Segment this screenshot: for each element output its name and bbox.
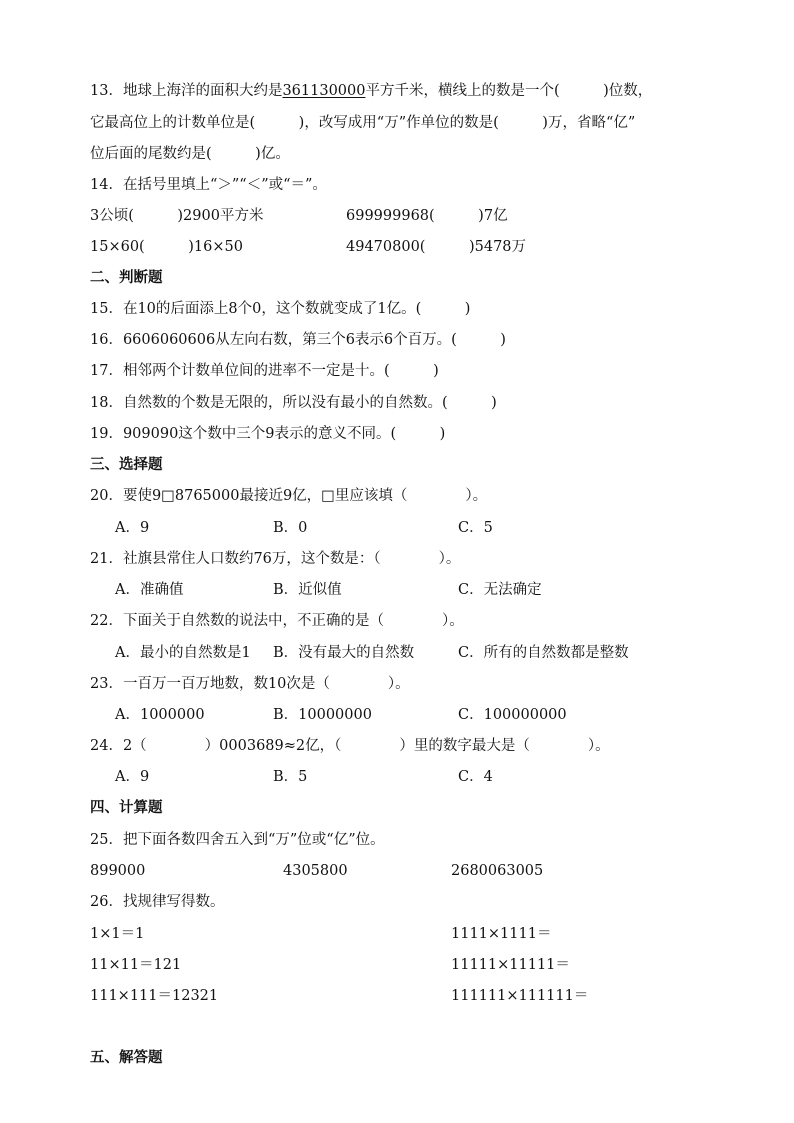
choice-option-b: B．0 — [273, 520, 308, 536]
q26-title: 26．找规律写得数。 — [90, 894, 225, 910]
section-heading-calculation: 四、计算题 — [90, 800, 163, 816]
section-heading-choice: 三、选择题 — [90, 457, 163, 473]
choice-option-c: C．无法确定 — [458, 582, 542, 598]
q13-underlined-number: 361130000 — [282, 83, 366, 99]
choice-question: 20．要使9□8765000最接近9亿，□里应该填（ ）。 — [90, 488, 488, 504]
q13-text-a: 地球上海洋的面积大约是 — [122, 83, 283, 99]
choice-question: 24．2（ ）0003689≈2亿，（ ）里的数字最大是（ ）。 — [90, 738, 610, 754]
q26-pattern-left: 1×1＝1 — [90, 926, 145, 942]
choice-option-c: C．4 — [458, 769, 493, 785]
choice-option-b: B．10000000 — [273, 707, 372, 723]
judge-item: 16．6606060606从左向右数，第三个6表示6个百万。( ) — [90, 332, 506, 348]
q25-number: 4305800 — [283, 863, 348, 879]
choice-option-c: C．5 — [458, 520, 493, 536]
q25-number: 2680063005 — [451, 863, 544, 879]
choice-question: 21．社旗县常住人口数约76万，这个数是：（ ）。 — [90, 551, 461, 567]
q14-title: 14．在括号里填上“＞”“＜”或“＝”。 — [90, 177, 327, 193]
judge-item: 15．在10的后面添上8个0，这个数就变成了1亿。( ) — [90, 301, 471, 317]
choice-question: 22．下面关于自然数的说法中，不正确的是（ ）。 — [90, 613, 464, 629]
choice-option-a: A．准确值 — [115, 582, 184, 598]
choice-option-a: A．最小的自然数是1 — [115, 645, 251, 661]
choice-option-c: C．所有的自然数都是整数 — [458, 645, 629, 661]
q13-text-b: 平方千米，横线上的数是一个( )位数， — [365, 83, 653, 99]
choice-option-c: C．100000000 — [458, 707, 567, 723]
q26-pattern-right: 11111×11111＝ — [451, 957, 570, 973]
judge-item: 17．相邻两个计数单位间的进率不一定是十。( ) — [90, 363, 439, 379]
q13-line2: 它最高位上的计数单位是( )，改写成用“万”作单位的数是( )万，省略“亿” — [90, 115, 636, 131]
judge-item: 18．自然数的个数是无限的，所以没有最小的自然数。( ) — [90, 395, 497, 411]
q13-line1 — [90, 81, 652, 101]
q14-compare-4: 49470800( )5478万 — [346, 239, 527, 255]
choice-option-a: A．1000000 — [115, 707, 205, 723]
choice-option-b: B．近似值 — [273, 582, 342, 598]
q14-compare-1: 3公顷( )2900平方米 — [90, 208, 264, 224]
section-heading-judgement: 二、判断题 — [90, 270, 163, 286]
choice-option-b: B．没有最大的自然数 — [273, 645, 415, 661]
q13-number: 13． — [90, 83, 123, 99]
choice-question: 23．一百万一百万地数，数10次是（ ）。 — [90, 676, 410, 692]
q25-title: 25．把下面各数四舍五入到“万”位或“亿”位。 — [90, 832, 385, 848]
q13-line3: 位后面的尾数约是( )亿。 — [90, 146, 290, 162]
q25-number: 899000 — [90, 863, 146, 879]
q26-pattern-right: 111111×111111＝ — [451, 988, 589, 1004]
q26-pattern-left: 111×111＝12321 — [90, 988, 219, 1004]
q14-compare-3: 15×60( )16×50 — [90, 239, 243, 255]
section-heading-answer: 五、解答题 — [90, 1050, 163, 1066]
q26-pattern-right: 1111×1111＝ — [451, 926, 552, 942]
judge-item: 19．909090这个数中三个9表示的意义不同。( ) — [90, 426, 446, 442]
q26-pattern-left: 11×11＝121 — [90, 957, 182, 973]
choice-option-a: A．9 — [115, 769, 150, 785]
q14-compare-2: 699999968( )7亿 — [346, 208, 508, 224]
choice-option-a: A．9 — [115, 520, 150, 536]
choice-option-b: B．5 — [273, 769, 308, 785]
